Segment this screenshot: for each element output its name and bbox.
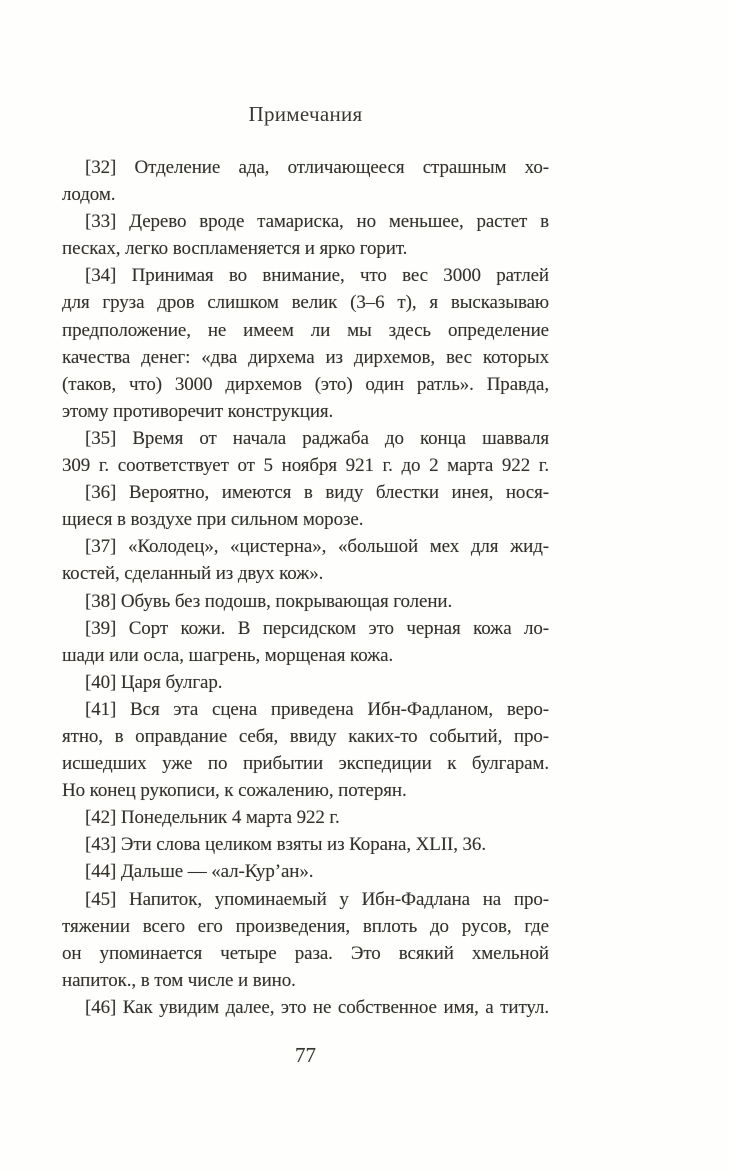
note-paragraph	[62, 615, 549, 669]
note-paragraph	[62, 154, 549, 208]
note-line: напиток., в том числе и вино.	[62, 969, 296, 991]
note-line: исшедших уже по прибытии экспедиции к булгарам.	[62, 753, 549, 775]
note-line: [46] Как увидим далее, это не собственное имя, а титул.	[85, 996, 549, 1018]
note-line: для груза дров слишком велик (3–6 т), я высказываю	[62, 292, 549, 314]
note-paragraph	[62, 533, 549, 587]
note-line: [36] Вероятно, имеются в виду блестки инея, нося-	[85, 482, 549, 504]
note-line: качества денег: «два дирхема из дирхемов, вес которых	[62, 346, 549, 368]
note-paragraph	[62, 804, 549, 831]
note-line: шади или осла, шагрень, морщеная кожа.	[62, 644, 394, 666]
note-line: лодом.	[62, 184, 116, 206]
note-paragraph	[62, 262, 549, 425]
note-paragraph	[62, 994, 549, 1021]
note-paragraph	[62, 858, 549, 885]
note-line: Но конец рукописи, к сожалению, потерян.	[62, 780, 407, 802]
note-line: [42] Понедельник 4 марта 922 г.	[85, 807, 340, 829]
note-line: [38] Обувь без подошв, покрывающая голени.	[85, 590, 453, 612]
note-paragraph	[62, 886, 549, 994]
note-paragraph	[62, 831, 549, 858]
note-line: [41] Вся эта сцена приведена Ибн-Фадланом, веро-	[85, 698, 549, 720]
note-line: 309 г. соответствует от 5 ноября 921 г. до 2 марта 922 г.	[62, 455, 549, 477]
note-line: предположение, не имеем ли мы здесь определение	[62, 319, 549, 341]
note-line: [37] «Колодец», «цистерна», «большой мех для жид-	[85, 536, 549, 558]
note-line: [33] Дерево вроде тамариска, но меньшее, растет в	[85, 211, 549, 233]
page-title: Примечания	[248, 102, 363, 126]
note-line: он упоминается четыре раза. Это всякий хмельной	[62, 942, 549, 964]
note-line: (таков, что) 3000 дирхемов (это) один ратль». Правда,	[62, 373, 549, 395]
note-paragraph	[62, 479, 549, 533]
note-paragraph	[62, 425, 549, 479]
notes-list	[62, 154, 549, 1021]
note-line: [45] Напиток, упоминаемый у Ибн-Фадлана на про-	[85, 888, 549, 910]
note-line: [35] Время от начала раджаба до конца шавваля	[85, 427, 549, 449]
note-paragraph	[62, 669, 549, 696]
note-line: песках, легко воспламеняется и ярко горит.	[62, 238, 408, 260]
note-paragraph	[62, 588, 549, 615]
note-line: щиеся в воздухе при сильном морозе.	[62, 509, 364, 531]
note-line: этому противоречит конструкция.	[62, 400, 334, 422]
note-line: [39] Сорт кожи. В персидском это черная кожа ло-	[85, 617, 549, 639]
note-line: тяжении всего его произведения, вплоть до русов, где	[62, 915, 549, 937]
note-line: [43] Эти слова целиком взяты из Корана, XLII, 36.	[85, 834, 486, 856]
note-line: [40] Царя булгар.	[85, 671, 223, 693]
note-line: [44] Дальше — «ал-Кур’ан».	[85, 861, 314, 883]
note-line: [32] Отделение ада, отличающееся страшным хо-	[85, 157, 549, 178]
note-paragraph	[62, 696, 549, 804]
page-number: 77	[295, 1043, 316, 1067]
text-column	[62, 101, 549, 1067]
note-line: костей, сделанный из двух кож».	[62, 563, 324, 585]
note-line: ятно, в оправдание себя, ввиду каких-то событий, про-	[62, 725, 549, 747]
note-paragraph	[62, 208, 549, 262]
note-line: [34] Принимая во внимание, что вес 3000 ратлей	[85, 265, 549, 287]
